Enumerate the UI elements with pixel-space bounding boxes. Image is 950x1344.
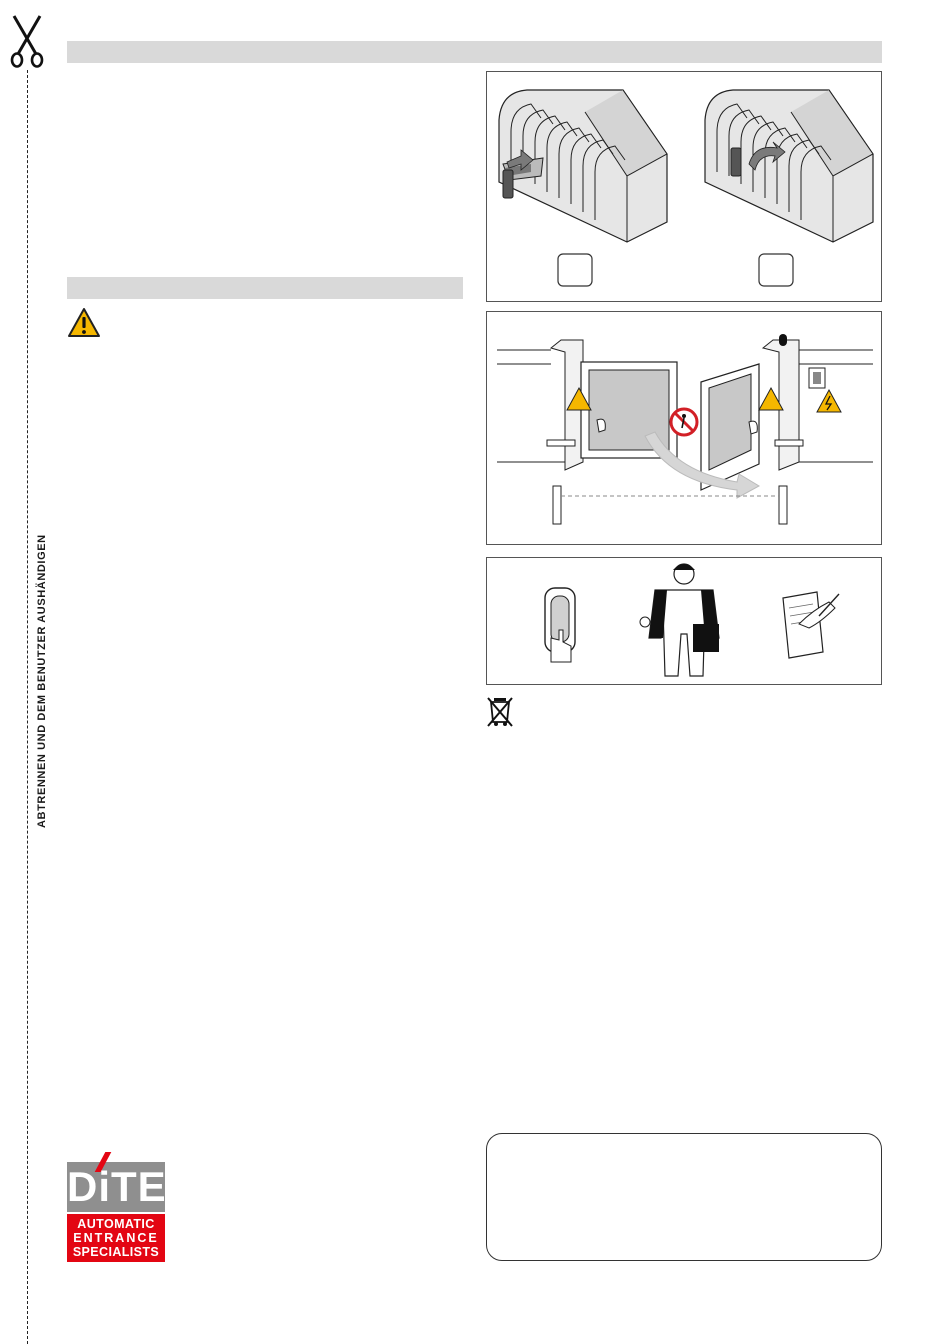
flashing-lamp-icon <box>779 334 787 346</box>
logo-tagline-line: SPECIALISTS <box>72 1245 160 1259</box>
logo-tagline-line: ENTRANCE <box>73 1231 159 1245</box>
notes-box <box>486 1133 882 1261</box>
technician-icon <box>640 564 719 676</box>
logo-brand-text: DiTEC <box>67 1163 198 1210</box>
step-box-right <box>759 254 793 286</box>
section-header-bar <box>67 41 882 63</box>
crossed-out-wheelie-bin-icon <box>485 694 515 728</box>
scissors-icon <box>9 14 45 68</box>
photocell-left <box>553 486 561 524</box>
cut-instruction-label: ABTRENNEN UND DEM BENUTZER AUSHÄNDIGEN <box>36 534 48 828</box>
caution-triangle-icon <box>67 307 101 339</box>
logbook-signing-icon <box>783 592 839 658</box>
electric-hazard-icon <box>817 390 841 412</box>
maintenance-illustration <box>487 558 881 684</box>
remote-control-icon <box>545 588 575 662</box>
manual-release-figure <box>486 71 882 302</box>
step-box-left <box>558 254 592 286</box>
photocell-right <box>779 486 787 524</box>
operator-housing-right <box>705 90 873 242</box>
operator-housing-left <box>499 90 667 242</box>
gate-safety-figure <box>486 311 882 545</box>
maintenance-figure <box>486 557 882 685</box>
logo-tagline-line: AUTOMATIC <box>77 1217 155 1231</box>
ditec-logo <box>67 1152 198 1262</box>
operator-release-illustration <box>487 72 881 301</box>
gate-scene-illustration <box>487 312 881 544</box>
safety-header-bar <box>67 277 463 299</box>
cut-line <box>27 70 28 1344</box>
